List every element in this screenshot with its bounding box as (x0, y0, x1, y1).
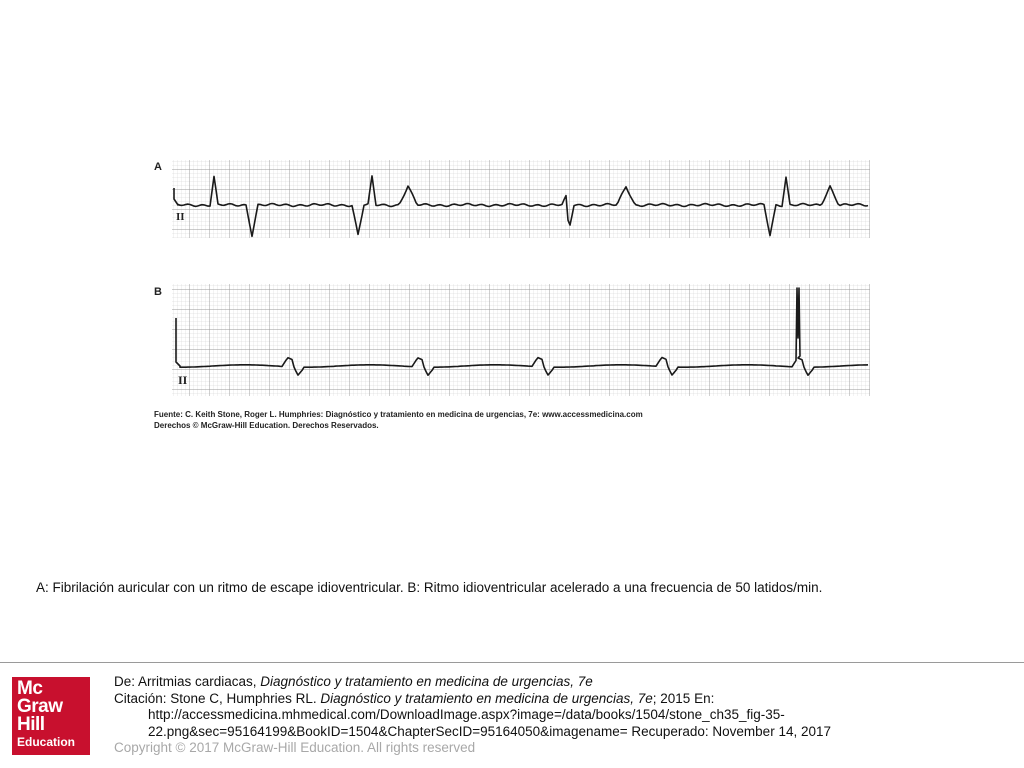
citation-prefix: Citación: Stone C, Humphries RL. (114, 690, 321, 706)
copyright-notice: Copyright © 2017 McGraw-Hill Education. All rights reserved (114, 740, 476, 755)
logo-line-3: Hill (17, 714, 45, 735)
ecg-strip-a-grid (172, 160, 870, 238)
ecg-strip-b-grid (172, 284, 870, 396)
mcgraw-hill-education-logo (12, 677, 90, 755)
ecg-strip-b (154, 284, 870, 396)
strip-b-label: B (154, 286, 162, 298)
footer-divider (0, 662, 1024, 663)
citation-url-line-1[interactable]: http://accessmedicina.mhmedical.com/DownloadImage.aspx?image=/data/books/1504/stone_ch35_fig-35- (148, 707, 785, 722)
citation-suffix: ; 2015 En: (652, 690, 715, 706)
strip-b-lead-label: II (178, 373, 188, 387)
logo-line-2: Graw (17, 696, 63, 717)
figure-caption: A: Fibrilación auricular con un ritmo de escape idioventricular. B: Ritmo idioventricular acelerado a una frecuencia de 50 latidos/min. (36, 580, 823, 595)
logo-line-1: Mc (17, 678, 43, 699)
logo-line-4: Education (17, 735, 76, 749)
source-line-1: Fuente: C. Keith Stone, Roger L. Humphries: Diagnóstico y tratamiento en medicina de urgencias, 7e: www.accessmedicina.com (154, 410, 643, 419)
citation-url-line-2[interactable]: 22.png&sec=95164199&BookID=1504&ChapterSecID=95164050&imagename= Recuperado: November 14, 2017 (148, 723, 831, 739)
ecg-figure (150, 150, 870, 435)
citation-line (114, 691, 1014, 708)
citation-book-title: Diagnóstico y tratamiento en medicina de urgencias, 7e (320, 690, 653, 706)
ecg-strip-a (154, 160, 870, 238)
source-line-2: Derechos © McGraw-Hill Education. Derechos Reservados. (154, 421, 379, 430)
source-chapter-line (114, 674, 1014, 691)
source-chapter-prefix: De: Arritmias cardiacas, (114, 674, 261, 689)
ecg-figure-svg (150, 150, 870, 435)
citation-footer (114, 674, 1014, 757)
strip-a-lead-label: II (176, 211, 185, 223)
strip-a-label: A (154, 161, 162, 173)
source-book-title: Diagnóstico y tratamiento en medicina de urgencias, 7e (260, 674, 593, 689)
